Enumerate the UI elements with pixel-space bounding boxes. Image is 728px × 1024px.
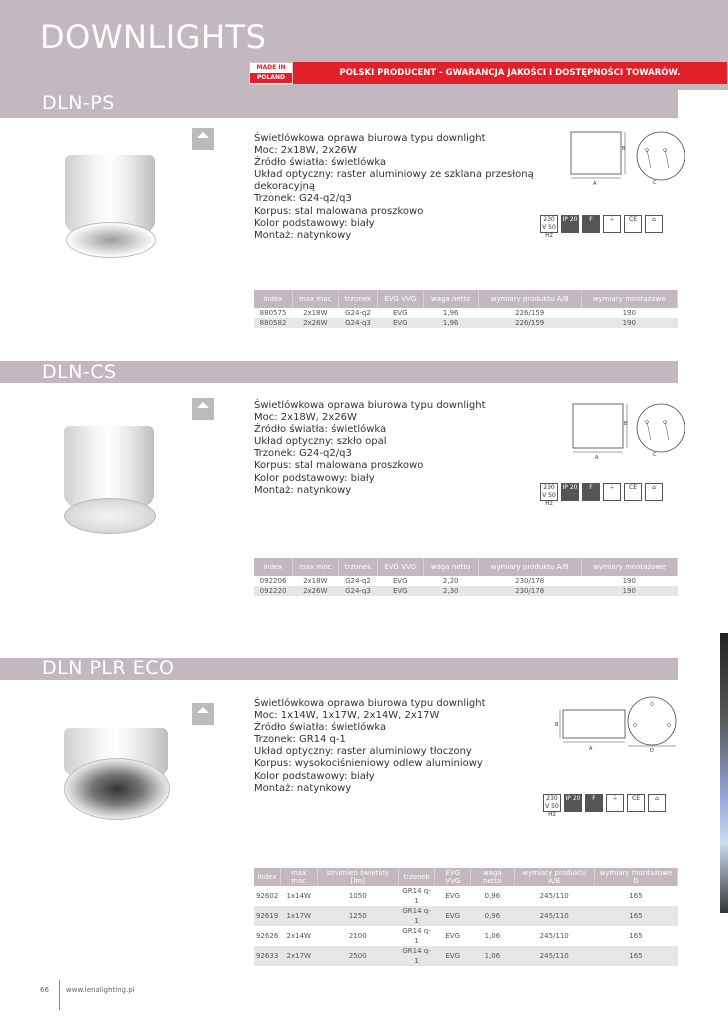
col-header: wymiary produktu A/B: [478, 558, 581, 576]
cell: 92626: [256, 932, 279, 940]
desc-line: Źródło światła: świetlówka: [254, 424, 387, 436]
cell: EVG: [435, 906, 471, 926]
ground-icon: ⏚: [603, 215, 621, 233]
cell: 2100: [348, 932, 367, 940]
dimension-diagram-dln-plr-eco: [555, 692, 695, 754]
dim-label-a: A: [589, 746, 593, 752]
col-header: index: [254, 558, 292, 576]
cell: 2x26W: [292, 318, 338, 328]
cell: 0,96: [484, 892, 501, 900]
desc-line: Moc: 2x18W, 2x26W: [254, 145, 357, 157]
table-row: [254, 586, 678, 596]
desc-line: Korpus: stal malowana proszkowo: [254, 460, 424, 472]
certification-badges-dln-ps: [540, 215, 663, 239]
dim-label-c: C: [653, 180, 657, 186]
col-header: EVG VVG: [377, 290, 423, 308]
cell: 165: [629, 932, 643, 940]
product-photo-dln-ps: [60, 150, 160, 260]
dimension-diagram-dln-cs: [565, 398, 685, 460]
desc-line: Układ optyczny: raster aluminiowy ze szklana przesłoną: [254, 169, 534, 181]
dim-label-d: D: [650, 748, 654, 754]
f-mark-icon: F: [582, 215, 600, 233]
ground-icon: ⏚: [606, 794, 624, 812]
voltage-icon: 230 V 50 Hz: [543, 794, 561, 812]
cell: 092220: [254, 586, 292, 596]
downlight-icon: [192, 703, 214, 725]
product-photo-dln-cs: [58, 422, 160, 534]
col-header: wymiary produktu A/B: [514, 868, 594, 886]
downlight-icon: [192, 398, 214, 420]
page-number: 66: [40, 986, 49, 994]
cell: 92619: [254, 906, 280, 926]
cell: GR14 q-1: [402, 927, 431, 945]
mounting-icon: ⌂: [645, 215, 663, 233]
downlight-icon: [192, 128, 214, 150]
description-dln-cs: [254, 400, 524, 497]
col-header: wymiary produktu A/B: [478, 290, 581, 308]
cell: 1,06: [484, 932, 501, 940]
cell: EVG: [377, 586, 423, 596]
table-row: [254, 308, 678, 318]
product-photo-dln-plr-eco: [60, 722, 170, 828]
desc-line: Trzonek: GR14 q-1: [254, 734, 346, 746]
table-row: [254, 906, 678, 926]
table-row: [254, 926, 678, 946]
ce-icon: CE: [624, 215, 642, 233]
desc-line: Świetlówkowa oprawa biurowa typu downlight: [254, 133, 486, 144]
col-header: index: [254, 868, 280, 886]
cell: EVG: [445, 892, 461, 900]
dim-label-b: B: [622, 146, 626, 152]
product-title-dln-cs: DLN-CS: [42, 361, 117, 383]
desc-line: Świetlówkowa oprawa biurowa typu downlight: [254, 400, 486, 411]
cell: EVG: [445, 932, 461, 940]
spec-table-dln-cs: [254, 558, 678, 596]
dim-label-b: B: [555, 722, 559, 728]
cell: EVG: [435, 946, 471, 966]
desc-line: Montaż: natynkowy: [254, 782, 352, 794]
ce-icon: CE: [627, 794, 645, 812]
desc-line: Trzonek: G24-q2/q3: [254, 193, 352, 205]
dim-label-b: B: [624, 421, 628, 427]
cell: 190: [581, 318, 677, 328]
cell: 2x17W: [280, 946, 317, 966]
desc-line: Korpus: wysokociśnieniowy odlew aluminiowy: [254, 758, 483, 770]
product-title-dln-plr-eco: DLN PLR ECO: [42, 657, 175, 679]
description-dln-ps: [254, 133, 534, 242]
cell: GR14 q-1: [402, 887, 431, 905]
ce-icon: CE: [624, 483, 642, 501]
made-in-poland-logo: [249, 62, 293, 85]
cell: 1250: [317, 906, 398, 926]
cell: 226/159: [515, 309, 545, 317]
cell: 245/110: [539, 892, 569, 900]
cell: 880582: [254, 318, 292, 328]
cell: 2,30: [423, 586, 478, 596]
desc-line: Moc: 1x14W, 1x17W, 2x14W, 2x17W: [254, 710, 440, 722]
cell: 0,96: [471, 906, 514, 926]
desc-line: Źródło światła: świetlówka: [254, 157, 387, 169]
voltage-icon: 230 V 50 Hz: [540, 483, 558, 501]
footer-url-link[interactable]: www.lenalighting.pl: [66, 986, 135, 994]
f-mark-icon: F: [585, 794, 603, 812]
product-title-dln-ps: DLN-PS: [42, 92, 115, 114]
desc-line: Montaż: natynkowy: [254, 484, 352, 496]
col-header: wymiary montażowe: [581, 290, 677, 308]
dim-label-c: C: [653, 452, 657, 458]
cell: 1,96: [423, 318, 478, 328]
col-header: trzonek: [339, 290, 378, 308]
cell: 92602: [256, 892, 279, 900]
cell: 245/110: [514, 946, 594, 966]
dim-label-a: A: [595, 455, 599, 460]
cell: 190: [581, 586, 677, 596]
spec-table-dln-ps: [254, 290, 678, 328]
col-header: max moc: [280, 868, 317, 886]
certification-badges-dln-cs: [540, 483, 663, 507]
dim-label-a: A: [593, 181, 597, 187]
cell: 1x14W: [286, 892, 311, 900]
desc-line: Układ optyczny: szkło opal: [254, 436, 387, 448]
col-header: EVG VVG: [377, 558, 423, 576]
cell: 226/159: [478, 318, 581, 328]
cell: 2x26W: [292, 586, 338, 596]
table-header-row: [254, 290, 678, 308]
cell: 165: [594, 906, 677, 926]
made-in-label: MADE IN: [256, 64, 286, 71]
desc-line: Korpus: stal malowana proszkowo: [254, 205, 424, 217]
cell: 2,20: [442, 577, 459, 585]
cell: EVG: [392, 577, 408, 585]
desc-line: Moc: 2x18W, 2x26W: [254, 412, 357, 424]
desc-line: Kolor podstawowy: biały: [254, 472, 375, 484]
col-header: wymiary montażowe D: [594, 868, 677, 886]
table-header-row: [254, 558, 678, 576]
ip20-icon: IP 20: [561, 215, 579, 233]
desc-line: dekoracyjną: [254, 181, 315, 193]
cell: 92633: [254, 946, 280, 966]
certification-badges-dln-plr-eco: [543, 794, 666, 818]
col-header: EVG VVG: [435, 868, 471, 886]
footer-divider: [59, 980, 60, 1010]
cell: GR14 q-1: [398, 946, 435, 966]
col-header: waga netto: [423, 558, 478, 576]
voltage-icon: 230 V 50 Hz: [540, 215, 558, 233]
col-header: trzonek: [339, 558, 378, 576]
desc-line: Układ optyczny: raster aluminiowy tłoczony: [254, 746, 472, 758]
cell: 2500: [317, 946, 398, 966]
col-header: index: [254, 290, 292, 308]
cell: 880575: [259, 309, 287, 317]
cell: 2x14W: [286, 932, 311, 940]
cell: 165: [629, 892, 643, 900]
col-header: wymiary montażowe: [581, 558, 677, 576]
cell: 245/110: [514, 906, 594, 926]
desc-line: Świetlówkowa oprawa biurowa typu downlight: [254, 698, 486, 709]
ground-icon: ⏚: [603, 483, 621, 501]
cell: 092206: [259, 577, 287, 585]
table-row: [254, 946, 678, 966]
col-header: waga netto: [471, 868, 514, 886]
desc-line: Trzonek: G24-q2/q3: [254, 448, 352, 460]
table-row: [254, 576, 678, 586]
dimension-diagram-dln-ps: [565, 128, 685, 190]
cell: 230/178: [478, 586, 581, 596]
cell: G24-q3: [339, 318, 378, 328]
cell: 1,96: [442, 309, 459, 317]
col-header: waga netto: [423, 290, 478, 308]
edge-photo-strip: [720, 633, 728, 913]
cell: 165: [594, 946, 677, 966]
cell: G24-q2: [345, 577, 371, 585]
cell: 245/110: [539, 932, 569, 940]
desc-line: Kolor podstawowy: biały: [254, 770, 375, 782]
cell: 2x18W: [303, 577, 328, 585]
col-header: max moc: [292, 290, 338, 308]
cell: G24-q3: [339, 586, 378, 596]
cell: 2x18W: [303, 309, 328, 317]
table-header-row: [254, 868, 678, 886]
col-header: trzonek: [398, 868, 435, 886]
producer-banner: POLSKI PRODUCENT - GWARANCJA JAKOŚCI I DOSTĘPNOŚCI TOWARÓW.: [293, 62, 727, 84]
cell: G24-q2: [345, 309, 371, 317]
description-dln-plr-eco: [254, 698, 524, 795]
table-row: [254, 318, 678, 328]
page-title: DOWNLIGHTS: [40, 18, 267, 56]
desc-line: Montaż: natynkowy: [254, 229, 352, 241]
mounting-icon: ⌂: [645, 483, 663, 501]
cell: 230/178: [515, 577, 545, 585]
mounting-icon: ⌂: [648, 794, 666, 812]
cell: 1x17W: [280, 906, 317, 926]
col-header: max moc: [292, 558, 338, 576]
cell: 1,06: [471, 946, 514, 966]
f-mark-icon: F: [582, 483, 600, 501]
desc-line: Źródło światła: świetlówka: [254, 722, 387, 734]
cell: EVG: [392, 309, 408, 317]
table-row: [254, 886, 678, 906]
desc-line: Kolor podstawowy: biały: [254, 217, 375, 229]
cell: 1050: [348, 892, 367, 900]
ip20-icon: IP 20: [561, 483, 579, 501]
cell: EVG: [377, 318, 423, 328]
ip20-icon: IP 20: [564, 794, 582, 812]
spec-table-dln-plr-eco: [254, 868, 678, 966]
poland-label: POLAND: [250, 73, 292, 83]
cell: 190: [622, 309, 636, 317]
cell: GR14 q-1: [398, 906, 435, 926]
cell: 190: [622, 577, 636, 585]
col-header: strumień świetlny [lm]: [317, 868, 398, 886]
